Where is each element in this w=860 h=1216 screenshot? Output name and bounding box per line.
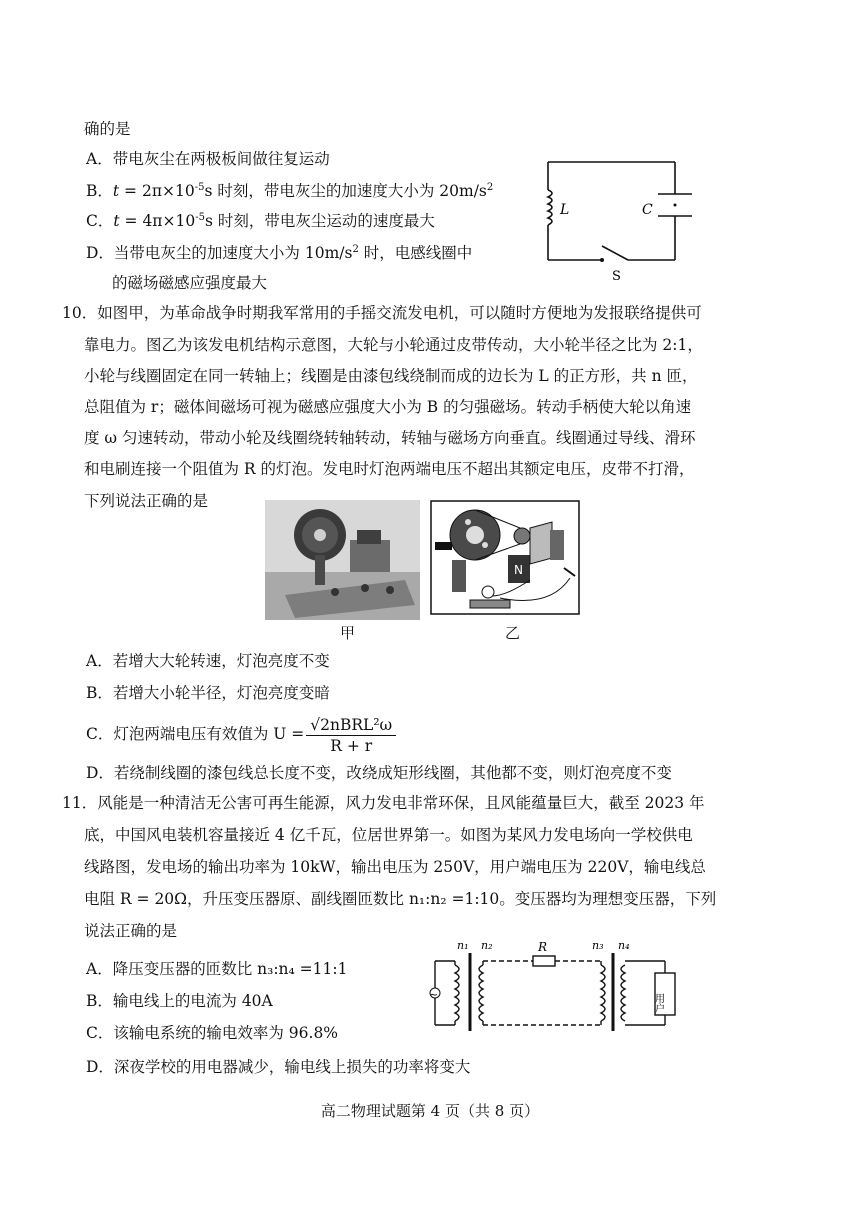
q11-line2: 底，中国风电装机容量接近 4 亿千瓦，位居世界第一。如图为某风力发电场向一学校供电 — [84, 826, 693, 844]
q9-option-c: C．$t = 4\pi\times 10^{-5}s$ 时刻，带电灰尘运动的速度最大 — [86, 211, 435, 230]
lc-circuit-diagram — [540, 150, 700, 285]
figure-jia-label: 甲 — [340, 624, 356, 642]
svg-text:S: S — [612, 269, 621, 284]
svg-text:n₁: n₁ — [457, 939, 469, 952]
svg-text:用户: 用户 — [652, 993, 664, 1013]
svg-text:n₂: n₂ — [481, 939, 493, 952]
q10-option-b: B．若增大小轮半径，灯泡亮度变暗 — [86, 684, 330, 702]
q11-line5: 说法正确的是 — [84, 922, 178, 940]
q11-option-b: B．输电线上的电流为 40A — [86, 992, 273, 1010]
q10-line1: 10．如图甲，为革命战争时期我军常用的手摇交流发电机，可以随时方便地为发报联络提供可 — [62, 304, 702, 322]
q11-option-d: D．深夜学校的用电器减少，输电线上损失的功率将变大 — [86, 1058, 471, 1076]
q11-line4: 电阻 R = 20Ω，升压变压器原、副线圈匝数比 n₁:n₂ =1:10。变压器均为理想变压器，下列 — [84, 890, 717, 908]
q10-line6: 和电刷连接一个阻值为 R 的灯泡。发电时灯泡两端电压不超出其额定电压，皮带不打滑， — [84, 460, 695, 478]
q11-line3: 线路图，发电场的输出功率为 10kW，输出电压为 250V，用户端电压为 220V，输电线总 — [84, 858, 706, 876]
svg-text:n₄: n₄ — [618, 939, 630, 952]
q10-option-a: A．若增大大轮转速，灯泡亮度不变 — [86, 652, 330, 670]
q10-line7: 下列说法正确的是 — [84, 492, 209, 510]
svg-text:C: C — [642, 202, 653, 218]
q11-option-c: C．该输电系统的输电效率为 96.8% — [86, 1024, 339, 1042]
q9-option-a: A．带电灰尘在两极板间做往复运动 — [86, 150, 330, 168]
generator-schematic — [430, 500, 580, 615]
q11-option-a: A．降压变压器的匝数比 n₃:n₄ =11:1 — [86, 960, 348, 978]
power-transmission-diagram — [425, 935, 680, 1035]
svg-text:n₃: n₃ — [592, 939, 604, 952]
q9-option-d-line2: 的磁场磁感应强度最大 — [112, 274, 268, 292]
figure-yi-label: 乙 — [505, 624, 521, 642]
svg-text:L: L — [560, 202, 570, 218]
generator-photo — [265, 500, 420, 620]
page-footer: 高二物理试题第 4 页（共 8 页） — [320, 1102, 540, 1120]
svg-text:N: N — [514, 563, 523, 577]
q9-stem-tail: 确的是 — [84, 120, 131, 138]
q10-line4: 总阻值为 r；磁体间磁场可视为磁感应强度大小为 B 的匀强磁场。转动手柄使大轮以角速 — [84, 398, 692, 416]
q10-line5: 度 ω 匀速转动，带动小轮及线圈绕转轴转动，转轴与磁场方向垂直。线圈通过导线、滑环 — [84, 429, 696, 447]
q10-line3: 小轮与线圈固定在同一转轴上；线圈是由漆包线绕制而成的边长为 L 的正方形，共 n 匝， — [84, 367, 698, 385]
q9-option-d-line1: D．当带电灰尘的加速度大小为 $10m/s^2$ 时，电感线圈中 — [86, 243, 473, 262]
q9-option-b: B．$t = 2\pi\times 10^{-5}s$ 时刻，带电灰尘的加速度大小为 $20m/s^2$ — [86, 181, 494, 200]
q10-option-c: C．灯泡两端电压有效值为 U = $\frac{\text{√2nBRL²ω}}{R + r}$ — [86, 712, 398, 756]
svg-text:~: ~ — [429, 988, 439, 1001]
q11-line1: 11．风能是一种清洁无公害可再生能源，风力发电非常环保，且风能蕴量巨大，截至 2023 年 — [62, 794, 705, 812]
q10-voltage-fraction: $\frac{\text{√2nBRL²ω}}{R + r}$ — [306, 715, 396, 756]
q10-option-d: D．若绕制线圈的漆包线总长度不变，改绕成矩形线圈，其他都不变，则灯泡亮度不变 — [86, 764, 672, 782]
svg-text:R: R — [538, 940, 548, 954]
q10-line2: 靠电力。图乙为该发电机结构示意图，大轮与小轮通过皮带传动，大小轮半径之比为 2:1， — [84, 336, 703, 354]
